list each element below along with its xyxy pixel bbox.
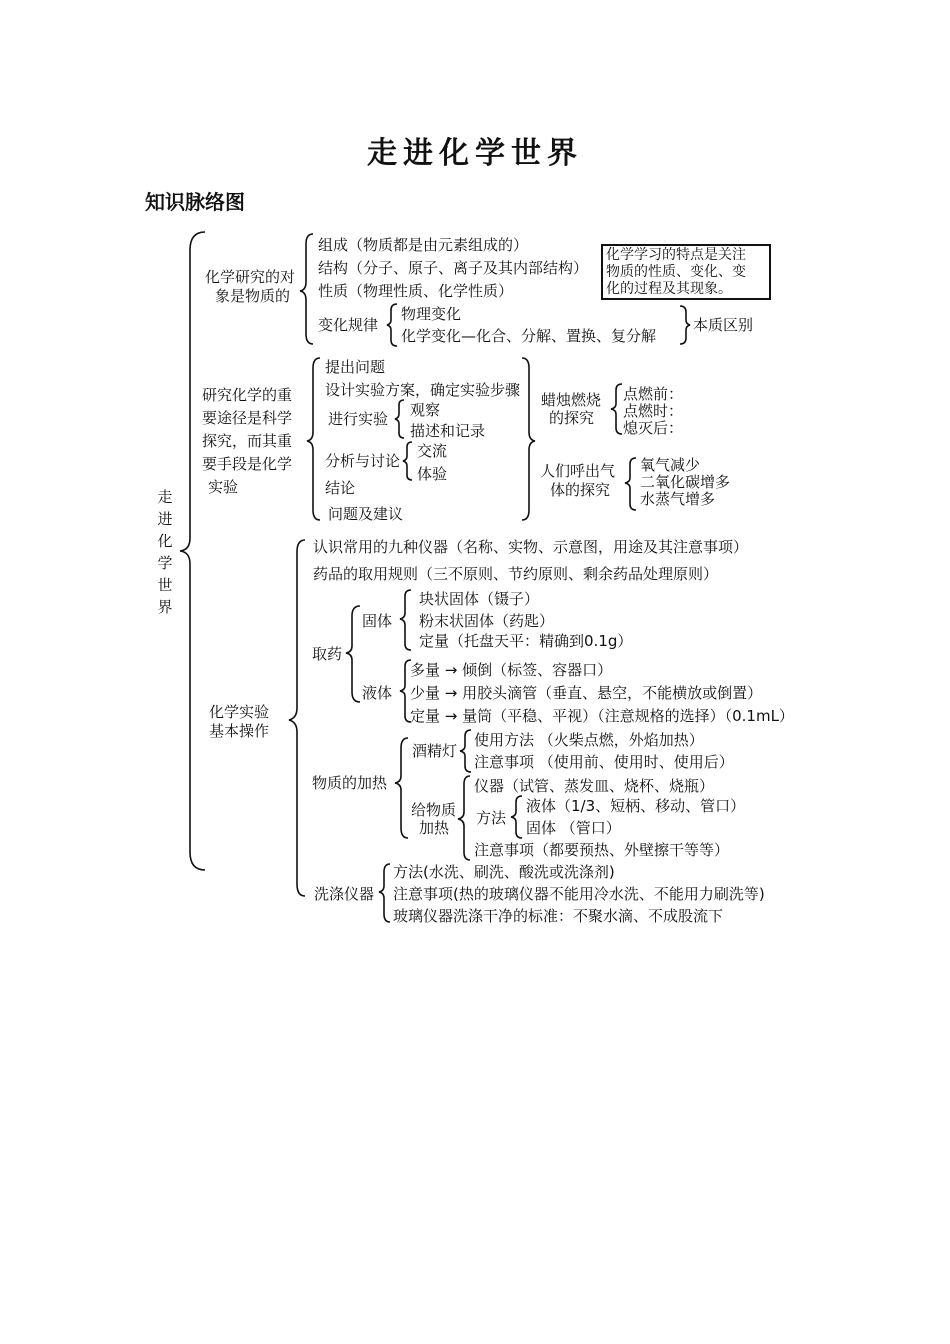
composition-text: 组成（物质都是由元素组成的） <box>318 236 529 254</box>
liquid-item-2: 少量 → 用胶头滴管（垂直、悬空，不能横放或倒置） <box>410 684 763 702</box>
candle-during: 点燃时： <box>623 402 684 420</box>
brace-lamp <box>460 730 471 772</box>
heat-label-line1: 给物质 <box>411 801 457 819</box>
change-rule-text: 变化规律 <box>318 316 379 334</box>
candle-label-line2: 的探究 <box>549 409 595 427</box>
page-title: 走进化学世界 <box>367 136 583 171</box>
brace-heating <box>395 738 408 838</box>
ask-text: 提出问题 <box>325 358 386 376</box>
objects-label-line2: 象是物质的 <box>215 287 291 305</box>
rules-text: 药品的取用规则（三不原则、节约原则、剩余药品处理原则） <box>313 565 719 583</box>
property-text: 性质（物理性质、化学性质） <box>318 282 514 300</box>
solid-item-3: 定量（托盘天平：精确到0.1g） <box>419 632 633 650</box>
conclusion-text: 结论 <box>325 479 356 497</box>
brace-basic <box>289 540 305 896</box>
breath-water: 水蒸气增多 <box>640 490 716 508</box>
lamp-item-1: 使用方法 （火柴点燃，外焰加热） <box>474 731 704 749</box>
breath-label-line1: 人们呼出气 <box>540 462 616 480</box>
heat-note-text: 注意事项（都要预热、外壁擦干等等） <box>474 841 730 859</box>
breath-oxygen: 氧气减少 <box>640 456 701 474</box>
describe-text: 描述和记录 <box>410 422 486 440</box>
basic-label-line1: 化学实验 <box>209 703 270 721</box>
apparatus-text: 仪器（试管、蒸发皿、烧杯、烧瓶） <box>474 777 715 795</box>
candle-after: 熄灭后： <box>623 419 684 437</box>
question-text: 问题及建议 <box>328 505 404 523</box>
liquid-text: 液体 <box>362 684 393 702</box>
research-label-line3: 探究，而其重 <box>202 432 293 450</box>
note-line3: 化的过程及其现象。 <box>606 281 732 297</box>
brace-essence <box>680 306 690 344</box>
research-label-line5: 实验 <box>208 478 239 496</box>
heat-label-line2: 加热 <box>419 819 450 837</box>
physical-change-text: 物理变化 <box>401 305 462 323</box>
root-node: 走进化学世界 <box>157 488 173 616</box>
exchange-text: 交流 <box>417 442 448 460</box>
candle-label-line1: 蜡烛燃烧 <box>541 391 602 409</box>
brace-method <box>511 796 522 838</box>
basic-label-line2: 基本操作 <box>209 722 270 740</box>
analyze-text: 分析与讨论 <box>325 452 401 470</box>
instruments-text: 认识常用的九种仪器（名称、实物、示意图，用途及其注意事项） <box>313 538 749 556</box>
experience-text: 体验 <box>417 465 448 483</box>
brace-root <box>180 232 205 870</box>
brace-change <box>387 304 397 346</box>
method-item-1: 液体（1/3、短柄、移动、管口） <box>526 797 746 815</box>
brace-observe <box>395 400 404 438</box>
liquid-item-1: 多量 → 倾倒（标签、容器口） <box>410 661 613 679</box>
heating-text: 物质的加热 <box>312 774 388 792</box>
brace-wash <box>379 864 390 922</box>
wash-item-2: 注意事项(热的玻璃仪器不能用冷水洗、不能用力刷洗等) <box>393 885 765 903</box>
breath-label-line2: 体的探究 <box>550 481 611 499</box>
objects-label-line1: 化学研究的对 <box>205 268 296 286</box>
liquid-item-3: 定量 → 量筒（平稳、平视）（注意规格的选择）（0.1mL） <box>410 707 794 725</box>
brace-breath <box>625 458 636 510</box>
lamp-text: 酒精灯 <box>412 742 458 760</box>
method-item-2: 固体 （管口） <box>526 819 621 837</box>
solid-item-1: 块状固体（镊子） <box>419 590 540 608</box>
take-text: 取药 <box>312 645 343 663</box>
method-text: 方法 <box>476 809 507 827</box>
brace-exchange <box>403 442 412 480</box>
structure-text: 结构（分子、原子、离子及其内部结构） <box>318 259 589 277</box>
brace-experiments <box>522 358 535 520</box>
brace-research <box>307 358 320 520</box>
solid-text: 固体 <box>362 612 393 630</box>
design-text: 设计实验方案，确定实验步骤 <box>325 381 521 399</box>
note-line2: 物质的性质、变化、变 <box>606 264 746 280</box>
lamp-item-2: 注意事项 （使用前、使用时、使用后） <box>474 753 734 771</box>
wash-item-3: 玻璃仪器洗涤干净的标准：不聚水滴、不成股流下 <box>393 907 724 925</box>
wash-item-1: 方法(水洗、刷洗、酸洗或洗涤剂) <box>393 863 615 881</box>
essence-text: 本质区别 <box>693 316 754 334</box>
conduct-text: 进行实验 <box>328 410 389 428</box>
brace-solid <box>400 590 411 650</box>
chemical-change-text: 化学变化—化合、分解、置换、复分解 <box>401 327 657 345</box>
section-heading: 知识脉络图 <box>145 190 245 214</box>
brace-heat <box>458 776 470 860</box>
brace-objects <box>300 234 313 344</box>
research-label-line2: 要途径是科学 <box>202 409 293 427</box>
research-label-line1: 研究化学的重 <box>202 386 293 404</box>
brace-take <box>346 606 360 702</box>
note-line1: 化学学习的特点是关注 <box>606 247 746 263</box>
breath-co2: 二氧化碳增多 <box>640 473 731 491</box>
wash-text: 洗涤仪器 <box>314 885 375 903</box>
observe-text: 观察 <box>410 401 441 419</box>
brace-candle <box>611 384 622 434</box>
note-box <box>601 244 771 300</box>
research-label-line4: 要手段是化学 <box>202 455 293 473</box>
solid-item-2: 粉末状固体（药匙） <box>419 612 555 630</box>
candle-before: 点燃前： <box>623 385 684 403</box>
